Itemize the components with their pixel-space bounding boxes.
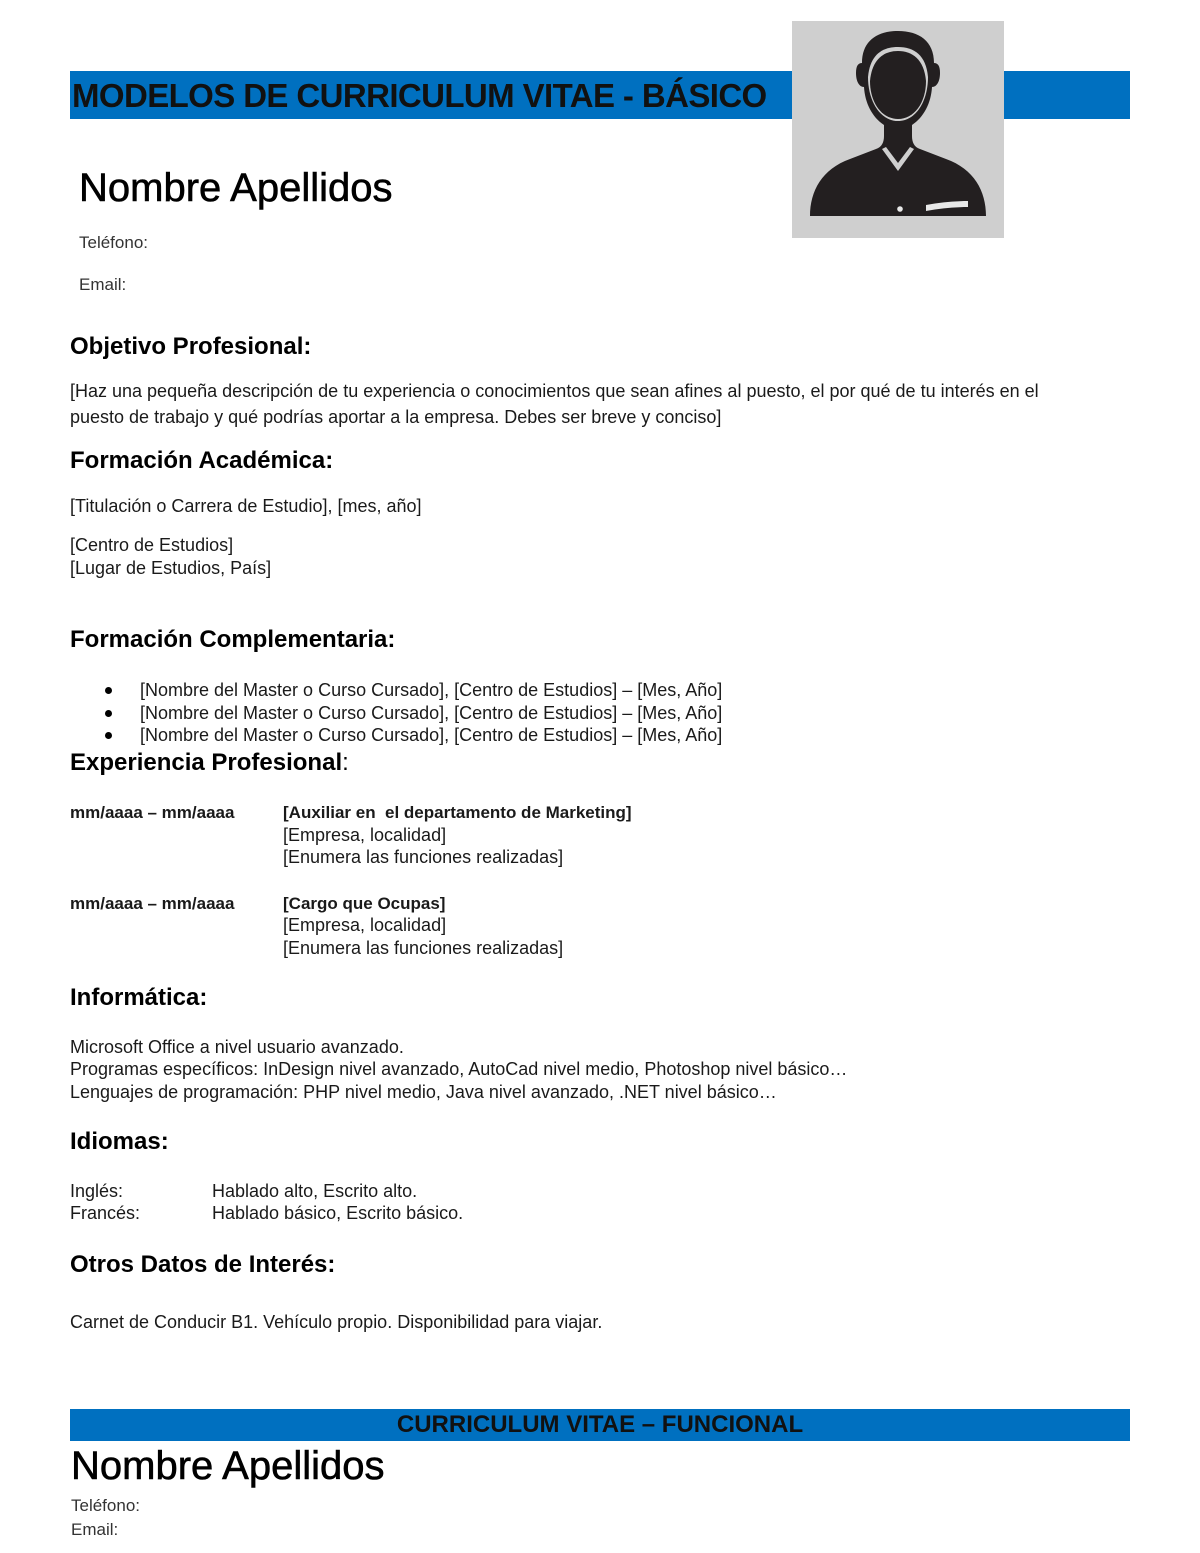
list-item: [Nombre del Master o Curso Cursado], [Centro de Estudios] – [Mes, Año] <box>70 724 970 747</box>
education-center: [Centro de Estudios] <box>70 535 234 555</box>
job-role: [Auxiliar en el departamento de Marketing] <box>283 803 632 822</box>
objective-heading: Objetivo Profesional: <box>70 333 312 360</box>
other-text: Carnet de Conducir B1. Vehículo propio. Disponibilidad para viajar. <box>70 1312 603 1332</box>
job-dates: mm/aaaa – mm/aaaa <box>70 894 235 913</box>
language-level: Hablado básico, Escrito básico. <box>212 1203 464 1223</box>
experience-heading-text: Experiencia Profesional <box>70 749 343 776</box>
experience-heading-colon: : <box>342 749 349 776</box>
job-functions: [Enumera las funciones realizadas] <box>283 938 564 958</box>
other-heading: Otros Datos de Interés: <box>70 1251 336 1278</box>
objective-line-2: puesto de trabajo y qué podrías aportar a la empresa. Debes ser breve y conciso] <box>70 407 722 427</box>
experience-heading <box>70 749 349 777</box>
job-company: [Empresa, localidad] <box>283 915 447 935</box>
education-degree: [Titulación o Carrera de Estudio], [mes, año] <box>70 496 422 516</box>
language-name: Inglés: <box>70 1181 124 1201</box>
functional-email-label: Email: <box>71 1520 119 1539</box>
list-item: [Nombre del Master o Curso Cursado], [Centro de Estudios] – [Mes, Año] <box>70 702 970 725</box>
complementary-heading: Formación Complementaria: <box>70 626 396 653</box>
functional-candidate-name: Nombre Apellidos <box>71 1444 385 1488</box>
job-functions: [Enumera las funciones realizadas] <box>283 847 564 867</box>
computing-line: Programas específicos: InDesign nivel avanzado, AutoCad nivel medio, Photoshop nivel básico… <box>70 1059 848 1079</box>
user-avatar-icon <box>792 21 1004 238</box>
complementary-list <box>70 679 970 747</box>
functional-phone-label: Teléfono: <box>71 1496 140 1515</box>
page-title: MODELOS DE CURRICULUM VITAE - BÁSICO <box>72 77 767 114</box>
computing-line: Microsoft Office a nivel usuario avanzado. <box>70 1037 404 1057</box>
language-level: Hablado alto, Escrito alto. <box>212 1181 418 1201</box>
education-place: [Lugar de Estudios, País] <box>70 558 272 578</box>
job-company: [Empresa, localidad] <box>283 825 447 845</box>
language-name: Francés: <box>70 1203 141 1223</box>
profile-photo <box>792 21 1004 238</box>
computing-line: Lenguajes de programación: PHP nivel medio, Java nivel avanzado, .NET nivel básico… <box>70 1082 777 1102</box>
education-heading: Formación Académica: <box>70 447 334 474</box>
email-label: Email: <box>79 275 127 294</box>
functional-title: CURRICULUM VITAE – FUNCIONAL <box>396 1411 804 1438</box>
objective-line-1: [Haz una pequeña descripción de tu experiencia o conocimientos que sean afines al puesto, el por qué de tu interés en el <box>70 381 1039 401</box>
languages-heading: Idiomas: <box>70 1128 169 1155</box>
phone-label: Teléfono: <box>79 233 148 252</box>
list-item: [Nombre del Master o Curso Cursado], [Centro de Estudios] – [Mes, Año] <box>70 679 970 702</box>
job-role: [Cargo que Ocupas] <box>283 894 446 913</box>
job-dates: mm/aaaa – mm/aaaa <box>70 803 235 822</box>
candidate-name: Nombre Apellidos <box>79 166 393 210</box>
computing-heading: Informática: <box>70 984 208 1011</box>
